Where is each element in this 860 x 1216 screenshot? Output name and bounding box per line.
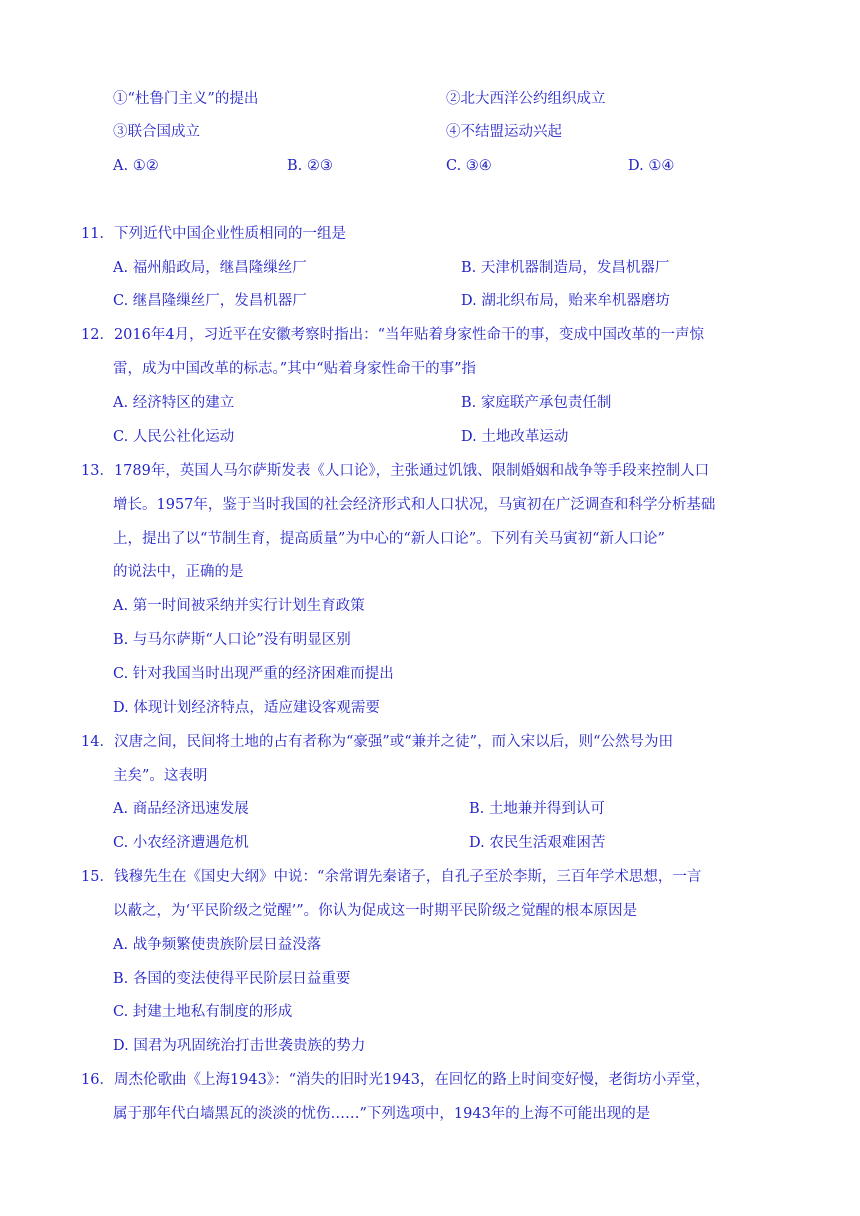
q10-option-c: C. ③④	[446, 158, 492, 174]
q12-option-d: D. 土地改革运动	[461, 429, 569, 445]
q15-option-a: A. 战争频繁使贵族阶层日益没落	[113, 937, 322, 953]
q13-option-d: D. 体现计划经济特点，适应建设客观需要	[113, 700, 380, 716]
q12-option-b: B. 家庭联产承包责任制	[461, 395, 612, 411]
q13-stem-line-3: 上，提出了以“节制生育，提高质量”为中心的“新人口论”。下列有关马寅初“新人口论”	[113, 531, 665, 547]
q12-option-c: C. 人民公社化运动	[113, 429, 235, 445]
q11-option-d: D. 湖北织布局，贻来牟机器磨坊	[461, 293, 670, 309]
q12-stem-line-2: 雷，成为中国改革的标志。”其中“贴着身家性命干的事”指	[113, 361, 476, 377]
q14-option-c: C. 小农经济遭遇危机	[113, 835, 249, 851]
q14-stem-line-1: 14．汉唐之间，民间将土地的占有者称为“豪强”或“兼并之徒”，而入宋以后，则“公然号为田	[81, 734, 674, 750]
q12-option-a: A. 经济特区的建立	[113, 395, 235, 411]
q10-item-4: ④不结盟运动兴起	[446, 124, 562, 140]
q13-stem-line-4: 的说法中，正确的是	[113, 564, 244, 580]
q14-option-d: D. 农民生活艰难困苦	[469, 835, 606, 851]
q15-option-d: D. 国君为巩固统治打击世袭贵族的势力	[113, 1038, 366, 1054]
q11-option-a: A. 福州船政局，继昌隆缫丝厂	[113, 260, 307, 276]
q12-stem-line-1: 12．2016年4月，习近平在安徽考察时指出：“当年贴着身家性命干的事，变成中国改革的一声惊	[81, 327, 704, 343]
q10-item-2: ②北大西洋公约组织成立	[446, 91, 606, 107]
q10-option-d: D. ①④	[628, 158, 675, 174]
q14-option-a: A. 商品经济迅速发展	[113, 801, 249, 817]
q10-option-b: B. ②③	[287, 158, 333, 174]
q13-option-b: B. 与马尔萨斯“人口论”没有明显区别	[113, 632, 351, 648]
q11-option-c: C. 继昌隆缫丝厂，发昌机器厂	[113, 293, 307, 309]
q11-option-b: B. 天津机器制造局，发昌机器厂	[461, 260, 670, 276]
q15-stem-line-2: 以蔽之，为‘平民阶级之觉醒’”。你认为促成这一时期平民阶级之觉醒的根本原因是	[113, 903, 638, 919]
q10-item-3: ③联合国成立	[113, 124, 200, 140]
q13-stem-line-1: 13．1789年，英国人马尔萨斯发表《人口论》，主张通过饥饿、限制婚姻和战争等手段来控制人口	[81, 463, 710, 479]
q13-stem-line-2: 增长。1957年，鉴于当时我国的社会经济形式和人口状况，马寅初在广泛调查和科学分析基础	[113, 497, 716, 513]
q15-stem-line-1: 15．钱穆先生在《国史大纲》中说：“余常谓先秦诸子，自孔子至於李斯，三百年学术思想，一言	[81, 869, 702, 885]
q14-option-b: B. 土地兼并得到认可	[469, 801, 605, 817]
q15-option-c: C. 封建土地私有制度的形成	[113, 1004, 293, 1020]
q10-option-a: A. ①②	[113, 158, 159, 174]
q16-stem-line-2: 属于那年代白墙黑瓦的淡淡的忧伤……”下列选项中，1943年的上海不可能出现的是	[113, 1106, 651, 1122]
q13-option-a: A. 第一时间被采纳并实行计划生育政策	[113, 598, 365, 614]
q16-stem-line-1: 16．周杰伦歌曲《上海1943》：“消失的旧时光1943，在回忆的路上时间变好慢，老街坊小弄堂，	[81, 1072, 710, 1088]
q14-stem-line-2: 主矣”。这表明	[113, 768, 208, 784]
q13-option-c: C. 针对我国当时出现严重的经济困难而提出	[113, 666, 394, 682]
q11-stem: 11．下列近代中国企业性质相同的一组是	[81, 226, 346, 242]
q10-item-1: ①“杜鲁门主义”的提出	[113, 91, 259, 107]
q15-option-b: B. 各国的变法使得平民阶层日益重要	[113, 971, 351, 987]
